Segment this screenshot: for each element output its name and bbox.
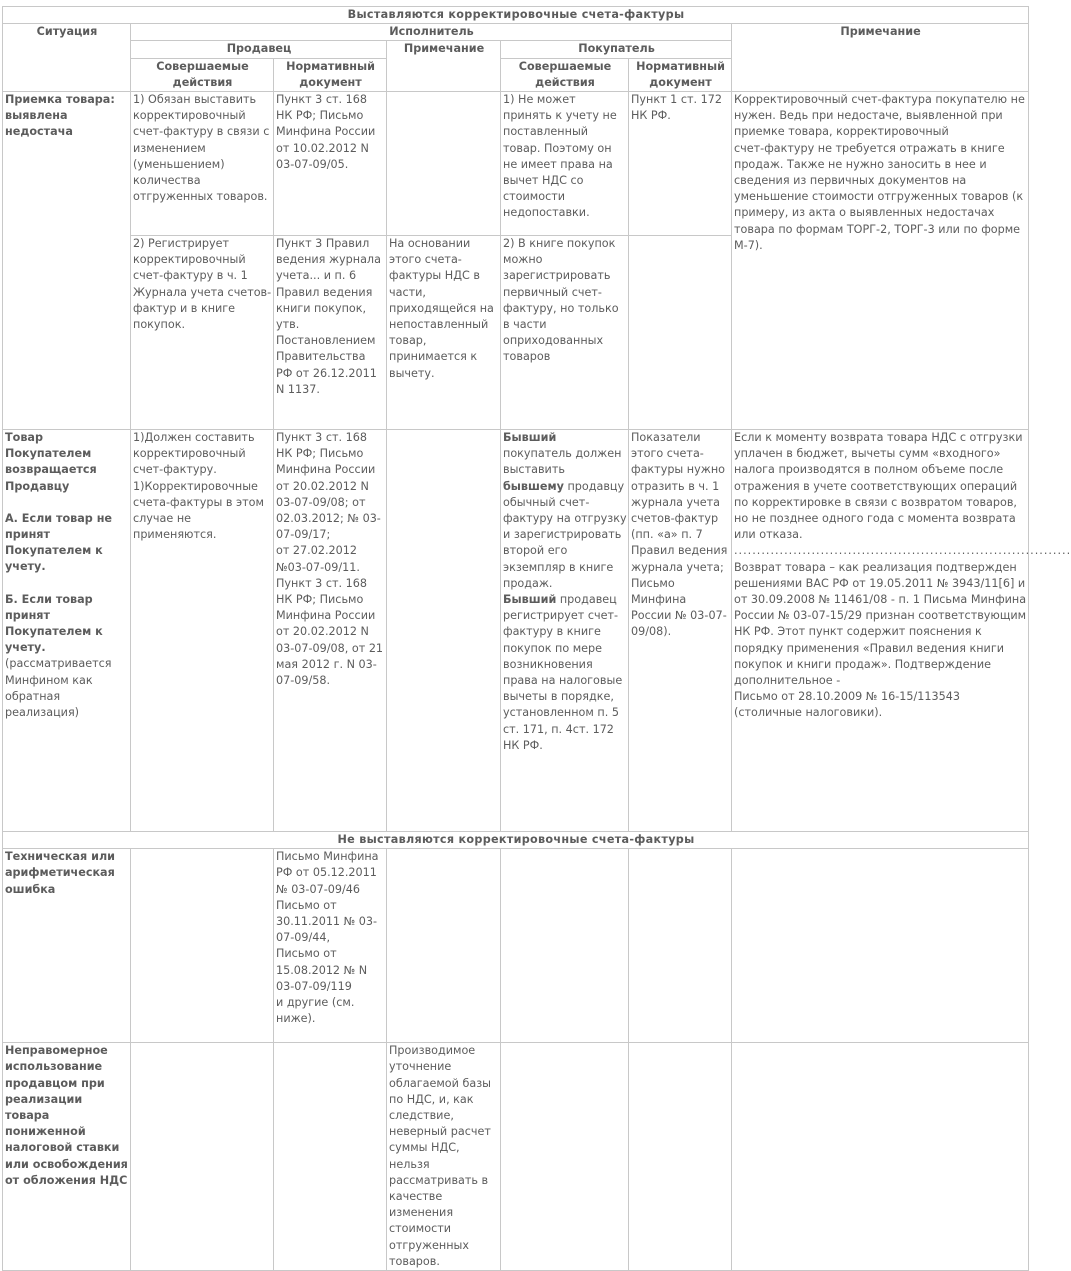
header-executor: Исполнитель [131,24,732,41]
buyer-action-technical-error [501,849,629,1043]
header-note-mid: Примечание [387,41,501,92]
header-buyer-doc: Нормативный документ [629,58,732,91]
band-issued: Выставляются корректировочные счета-фактуры [3,7,1029,24]
buyer-action-return-p2 [503,592,627,754]
note-return-dots: .......................................................................... [734,544,1071,558]
situation-shortage: Приемка товара: выявлена недостача [3,92,131,430]
band-not-issued: Не выставляются корректировочные счета-фактуры [3,832,1029,849]
buyer-doc-shortage-1: Пункт 1 ст. 172 НК РФ. [629,92,732,236]
buyer-action-return [501,430,629,832]
buyer-action-shortage-2: 2) В книге покупок можно зарегистрировать первичный счет-фактуру, но только в части оприходованных товаров [501,236,629,430]
header-seller: Продавец [131,41,387,58]
header-seller-doc: Нормативный документ [274,58,387,91]
situation-return-tail: (рассматривается Минфином как обратная реализация) [5,657,112,720]
buyer-doc-technical-error [629,849,732,1043]
note-mid-unlawful-rate: Производимое уточнение облагаемой базы по НДС, и, как следствие, неверный расчет суммы НДС, нельзя рассматривать в качестве изменения стоимости отгруженных товаров. [387,1043,501,1271]
buyer-p1-bold2: бывшему [503,479,564,493]
header-buyer-actions: Совершаемые действия [501,58,629,91]
seller-action-technical-error [131,849,274,1043]
buyer-p2: продавец регистрирует счет-фактуру в книге покупок по мере возникновения права на налоговые вычеты в порядке, установленном п. 5 ст. 171, п. 4ст. 172 НК РФ. [503,593,623,752]
seller-doc-unlawful-rate [274,1043,387,1271]
buyer-action-unlawful-rate [501,1043,629,1271]
seller-doc-return-2: Пункт 3 ст. 168 НК РФ; Письмо Минфина России от 20.02.2012 N 03-07-09/08, от 21 мая 2012 г. N 03-07-09/58. [276,576,384,688]
seller-doc-technical-error: Письмо Минфина РФ от 05.12.2011 № 03-07-09/46 Письмо от 30.11.2011 № 03-07-09/44, Письмо от 15.08.2012 № N 03-07-09/119 и другие (см. ниже). [274,849,387,1043]
note-mid-technical-error [387,849,501,1043]
seller-action-return [131,430,274,832]
note-technical-error [732,849,1029,1043]
buyer-p2-bold: Бывший [503,593,557,607]
header-buyer: Покупатель [501,41,732,58]
note-unlawful-rate [732,1043,1029,1271]
seller-action-return-2: 1)Корректировочные счета-фактуры в этом случае не применяются. [133,479,264,542]
seller-action-shortage-1: 1) Обязан выставить корректировочный счет-фактуру в связи с изменением (уменьшением) количества отгруженных товаров. [131,92,274,236]
seller-action-shortage-2: 2) Регистрирует корректировочный счет-фактуру в ч. 1 Журнала учета счетов-фактур и в книге покупок. [131,236,274,430]
buyer-doc-return: Показатели этого счета-фактуры нужно отразить в ч. 1 журнала учета счетов-фактур (пп. «а» п. 7 Правил ведения журнала учета; Письмо Минфина России № 03-07-09/08). [629,430,732,832]
buyer-p1-a: покупатель должен выставить [503,447,622,477]
buyer-doc-unlawful-rate [629,1043,732,1271]
situation-return-a: А. Если товар не принят Покупателем к учету. [5,511,113,574]
situation-return-title: Товар Покупателем возвращается Продавцу [5,431,97,493]
buyer-p1-b: продавцу обычный счет-фактуру на отгрузку и зарегистрировать второй его экземпляр в книге продаж. [503,479,627,590]
seller-doc-return-1: Пункт 3 ст. 168 НК РФ; Письмо Минфина России от 20.02.2012 N 03-07-09/08; от 02.03.2012; № 03-07-09/17; от 27.02.2012 №03-07-09/11. [276,431,381,574]
note-return [732,430,1071,832]
buyer-doc-shortage-2 [629,236,732,430]
seller-doc-return [274,430,387,832]
invoice-correction-table [2,6,1071,1271]
buyer-p1-bold: Бывший [503,431,557,445]
seller-action-unlawful-rate [131,1043,274,1271]
note-return-2: Возврат товара – как реализация подтвержден решениями ВАС РФ от 19.05.2011 № 3943/11[6] и от 30.09.2008 № 11461/08 - п. 1 Письма Минфина России № 03-07-15/29 признан соответствующим НК РФ. Этот пункт содержит пояснения к порядку применения «Правил ведения книги покупок и книги продаж». Подтверждение дополнительное - Письмо от 28.10.2009 № 16-15/113543 (столичные налоговики). [734,560,1027,720]
seller-doc-shortage-1: Пункт 3 ст. 168 НК РФ; Письмо Минфина России от 10.02.2012 N 03-07-09/05. [274,92,387,236]
note-mid-shortage-2: На основании этого счета-фактуры НДС в части, приходящейся на непоставленный товар, принимается к вычету. [387,236,501,430]
note-mid-return [387,430,501,832]
situation-unlawful-rate: Неправомерное использование продавцом при реализации товара пониженной налоговой ставки или освобождения от обложения НДС [3,1043,131,1271]
note-return-1: Если к моменту возврата товара НДС с отгрузки уплачен в бюджет, вычеты сумм «входного» налога производятся в полном объеме после отражения в учете соответствующих операций по корректировке в связи с возвратом товаров, но не позднее одного года с момента возврата или отказа. [734,431,1023,542]
buyer-action-shortage-1: 1) Не может принять к учету не поставленный товар. Поэтому он не имеет права на вычет НДС со стоимости недопоставки. [501,92,629,236]
seller-action-return-1: 1)Должен составить корректировочный счет-фактуру. [133,431,255,477]
situation-technical-error: Техническая или арифметическая ошибка [3,849,131,1043]
buyer-action-return-p1 [503,430,627,592]
situation-return-b: Б. Если товар принят Покупателем к учету. [5,592,103,655]
header-note: Примечание [732,24,1029,92]
seller-doc-shortage-2: Пункт 3 Правил ведения журнала учета... и п. 6 Правил ведения книги покупок, утв. Постановлением Правительства РФ от 26.12.2011 N 1137. [274,236,387,430]
header-seller-actions: Совершаемые действия [131,58,274,91]
header-situation: Ситуация [3,24,131,92]
situation-return [3,430,131,832]
note-mid-shortage-1 [387,92,501,236]
note-shortage: Корректировочный счет-фактура покупателю не нужен. Ведь при недостаче, выявленной при приемке товара, корректировочный счет-фактуру не требуется отражать в книге продаж. Также не нужно заносить в нее и сведения из первичных документов на уменьшение стоимости отгруженных товаров (к примеру, из акта о выявленных недостачах товара по формам ТОРГ-2, ТОРГ-3 или по форме М-7). [732,92,1029,430]
